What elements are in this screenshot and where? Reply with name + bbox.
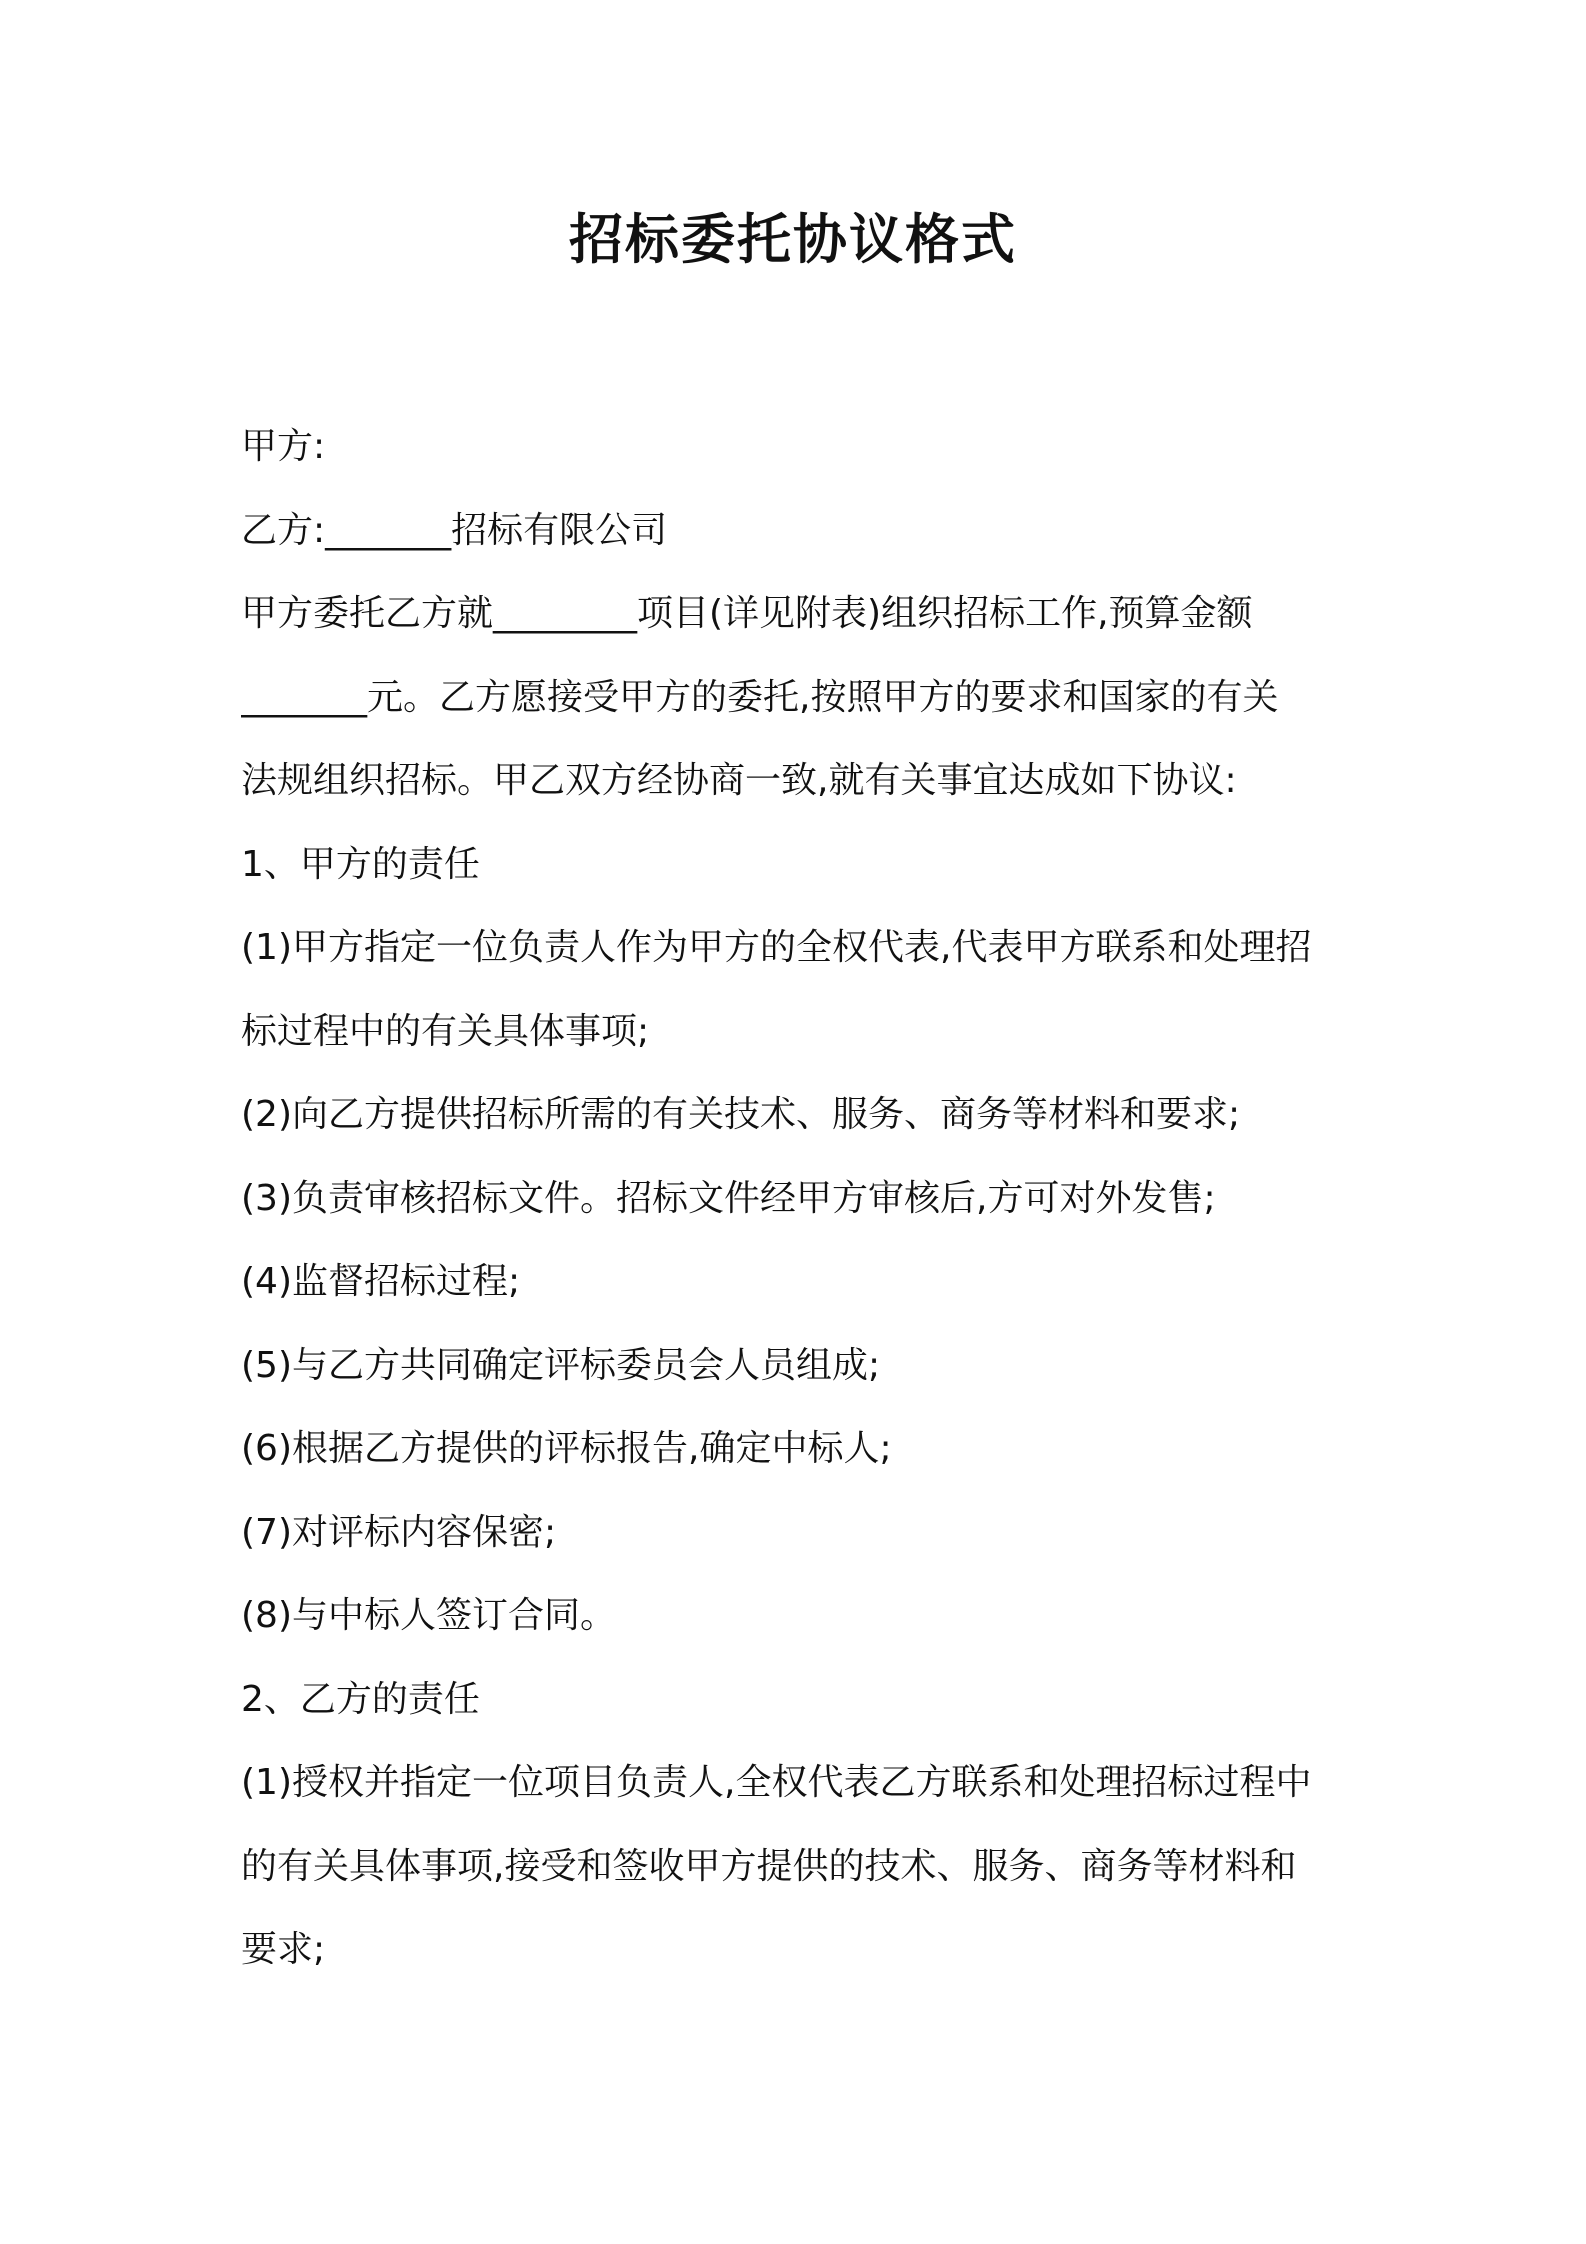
text-line: (3)负责审核招标文件。招标文件经甲方审核后,方可对外发售; xyxy=(241,1177,1216,1219)
text-line: _______元。乙方愿接受甲方的委托,按照甲方的要求和国家的有关 xyxy=(241,676,1279,718)
section-heading-party-a-duties: 1、甲方的责任 xyxy=(241,843,480,885)
text-line: (4)监督招标过程; xyxy=(241,1261,521,1302)
text-line: 法规组织招标。甲乙双方经协商一致,就有关事宜达成如下协议: xyxy=(241,760,1237,801)
text-line: 标过程中的有关具体事项; xyxy=(241,1010,650,1052)
text-line: 的有关具体事项,接受和签收甲方提供的技术、服务、商务等材料和 xyxy=(241,1845,1297,1887)
text-line-party-a: 甲方: xyxy=(241,426,326,467)
section-heading-party-b-duties: 2、乙方的责任 xyxy=(241,1678,480,1720)
document-title: 招标委托协议格式 xyxy=(569,208,1017,271)
text-line: 要求; xyxy=(241,1929,326,1970)
text-line: 甲方委托乙方就________项目(详见附表)组织招标工作,预算金额 xyxy=(241,593,1253,634)
text-line: (2)向乙方提供招标所需的有关技术、服务、商务等材料和要求; xyxy=(241,1094,1241,1135)
text-line: (1)甲方指定一位负责人作为甲方的全权代表,代表甲方联系和处理招 xyxy=(241,927,1312,968)
text-line: (7)对评标内容保密; xyxy=(241,1511,557,1553)
text-line: (6)根据乙方提供的评标报告,确定中标人; xyxy=(241,1428,892,1469)
text-line: (5)与乙方共同确定评标委员会人员组成; xyxy=(241,1344,881,1386)
text-line: (8)与中标人签订合同。 xyxy=(241,1595,616,1636)
text-line: (1)授权并指定一位项目负责人,全权代表乙方联系和处理招标过程中 xyxy=(241,1762,1312,1803)
text-line-party-b: 乙方:_______招标有限公司 xyxy=(241,509,668,551)
document-body xyxy=(241,405,1356,1992)
